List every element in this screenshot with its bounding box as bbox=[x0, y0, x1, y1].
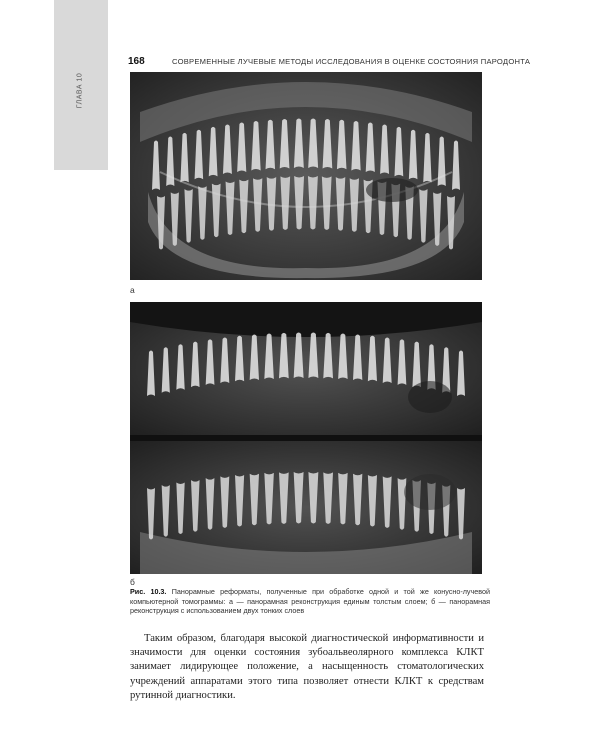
running-title: СОВРЕМЕННЫЕ ЛУЧЕВЫЕ МЕТОДЫ ИССЛЕДОВАНИЯ В ОЦЕНКЕ СОСТОЯНИЯ ПАРОДОНТА bbox=[172, 57, 531, 66]
body-paragraph bbox=[130, 632, 484, 703]
slice-divider bbox=[130, 435, 482, 441]
chapter-label-text: ГЛАВА 10 bbox=[76, 72, 84, 108]
chapter-label bbox=[60, 70, 100, 110]
panoramic-image-b bbox=[130, 302, 482, 574]
paragraph-text: Таким образом, благодаря высокой диагностической информативности и значимости для оценки состояния зубоальвеолярного комплекса КЛКТ занимает лидирующее положение, а насыщенность стоматологических учреждений аппаратами этого типа позволяет отнести КЛКТ к средствам рутинной диагностики. bbox=[130, 633, 484, 701]
figure-caption bbox=[130, 587, 490, 616]
panoramic-image-a bbox=[130, 72, 482, 280]
page-number: 168 bbox=[128, 56, 145, 67]
panel-label-a: а bbox=[130, 285, 135, 295]
caption-text: Панорамные реформаты, полученные при обработке одной и той же конусно-лучевой компьютерной томограммы: а — панорамная реконструкция единым толстым слоем; б — панорамная реконструкция с использованием двух тонких слоев bbox=[130, 587, 490, 616]
panoramic-xray-a bbox=[130, 72, 482, 280]
caption-number: Рис. 10.3. bbox=[130, 587, 167, 596]
panel-label-b: б bbox=[130, 577, 135, 587]
